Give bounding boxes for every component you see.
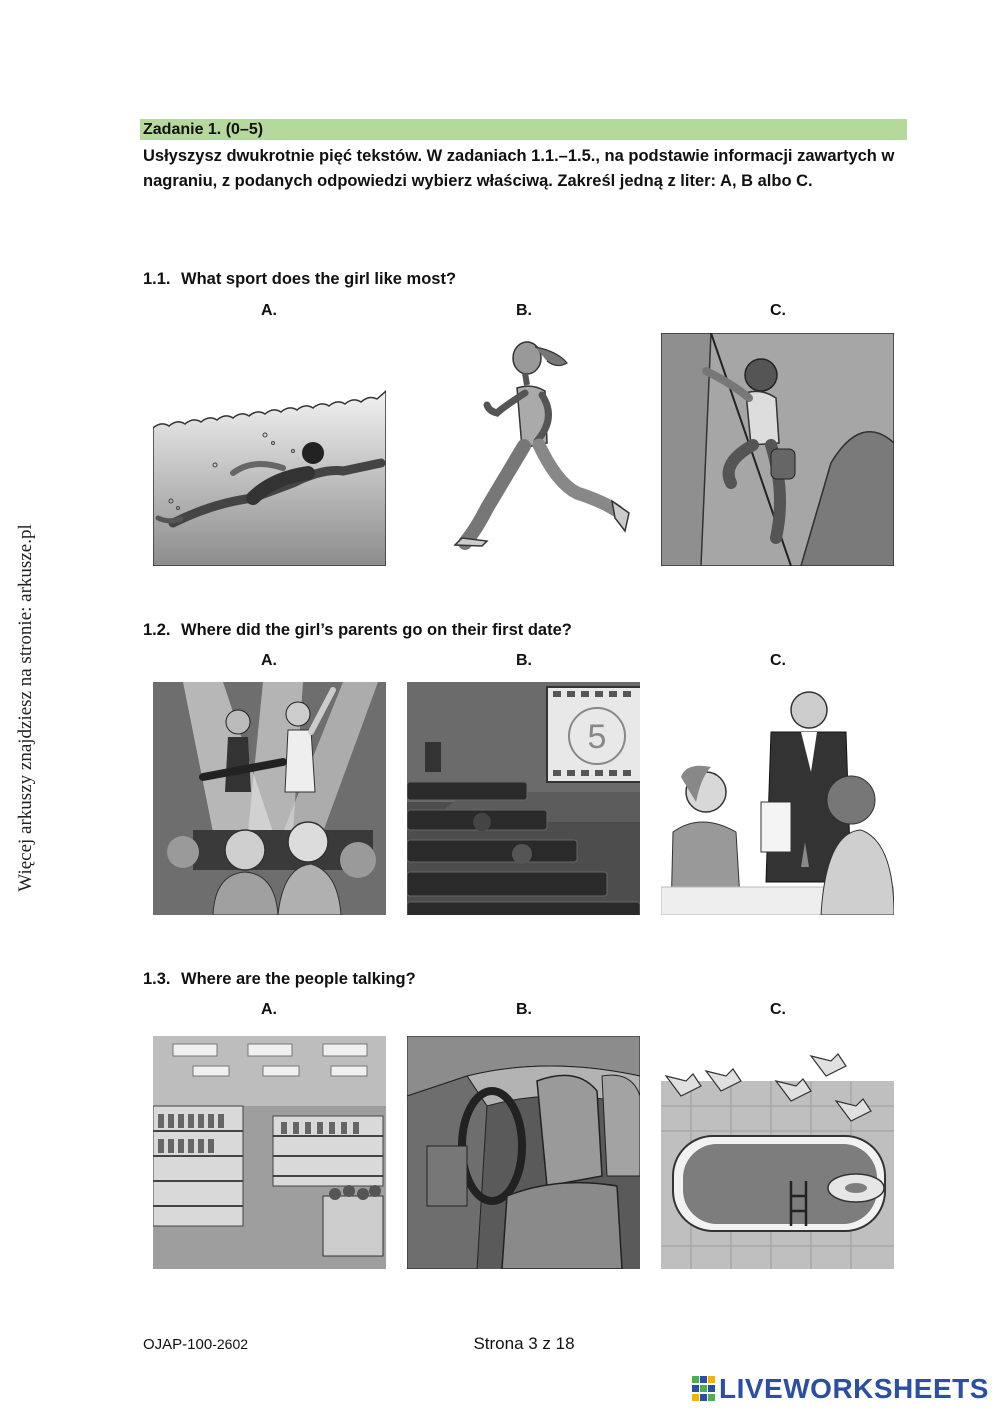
running-picture[interactable] [407, 333, 640, 566]
concert-picture[interactable] [153, 682, 386, 915]
task-header: Zadanie 1. (0–5) [140, 119, 907, 140]
swimming-picture[interactable] [153, 333, 386, 566]
question-number: 1.3. [143, 970, 171, 988]
car-interior-picture[interactable] [407, 1036, 640, 1269]
question-text: Where did the girl’s parents go on their first date? [181, 621, 572, 639]
option-letter-a[interactable]: A. [261, 652, 277, 669]
option-letter-c[interactable]: C. [770, 652, 786, 669]
question-text: What sport does the girl like most? [181, 270, 457, 288]
option-letter-b[interactable]: B. [516, 652, 532, 669]
option-letter-a[interactable]: A. [261, 302, 277, 319]
question-1-3 [143, 970, 416, 989]
question-number: 1.2. [143, 621, 171, 639]
option-letter-b[interactable]: B. [516, 302, 532, 319]
supermarket-picture[interactable] [153, 1036, 386, 1269]
option-letter-c[interactable]: C. [770, 302, 786, 319]
swimming-pool-picture[interactable] [661, 1036, 894, 1269]
option-letter-c[interactable]: C. [770, 1001, 786, 1018]
task-instructions: Usłyszysz dwukrotnie pięć tekstów. W zadaniach 1.1.–1.5., na podstawie informacji zawartych w nagraniu, z podanych odpowiedzi wybierz właściwą. Zakreśl jedną z liter: A, B albo C. [143, 147, 895, 190]
page-number: Strona 3 z 18 [473, 1334, 575, 1353]
question-1-1 [143, 270, 456, 289]
exam-code-suffix: -2602 [212, 1336, 249, 1352]
cinema-picture[interactable] [407, 682, 640, 915]
question-text: Where are the people talking? [181, 970, 416, 988]
exam-code-prefix: OJAP-100 [143, 1336, 213, 1353]
side-note: Więcej arkuszy znajdziesz na stronie: arkusze.pl [15, 524, 36, 892]
option-letter-b[interactable]: B. [516, 1001, 532, 1018]
restaurant-picture[interactable] [661, 682, 894, 915]
question-number: 1.1. [143, 270, 171, 288]
liveworksheets-logo-icon [692, 1376, 716, 1402]
brand-name: LIVEWORKSHEETS [719, 1373, 989, 1404]
option-letter-a[interactable]: A. [261, 1001, 277, 1018]
rock-climbing-picture[interactable] [661, 333, 894, 566]
cinema-screen-number: 5 [587, 718, 607, 756]
brand-logo[interactable] [692, 1372, 989, 1406]
question-1-2 [143, 621, 572, 640]
